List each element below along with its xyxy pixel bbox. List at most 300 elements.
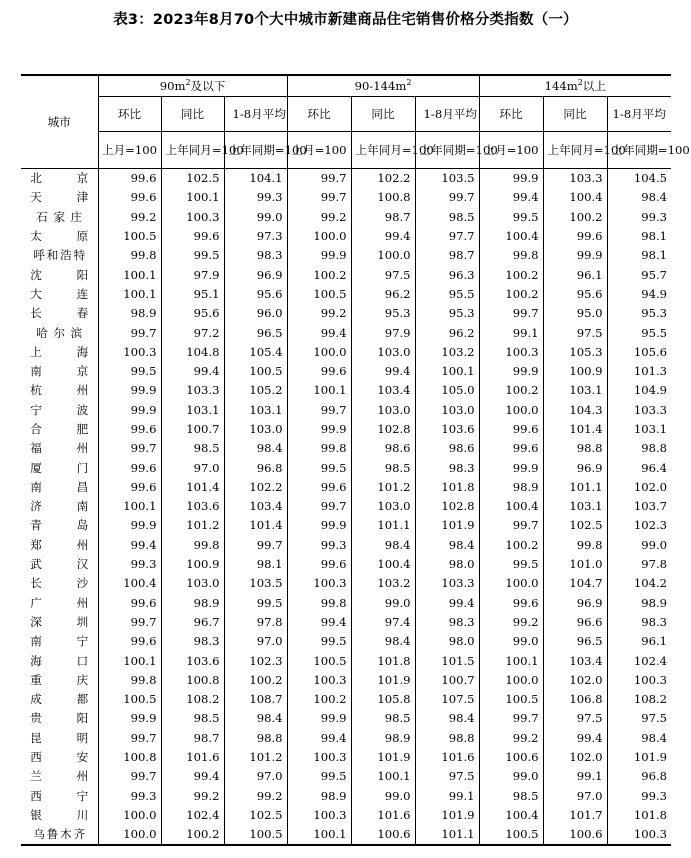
index-value-cell: 98.9	[98, 304, 161, 323]
index-value-cell: 102.4	[607, 651, 671, 670]
city-cell	[21, 497, 98, 516]
index-value-cell: 99.7	[224, 536, 287, 555]
index-value-cell: 98.9	[479, 478, 543, 497]
table-row	[21, 671, 671, 690]
index-value-cell: 99.7	[98, 767, 161, 786]
index-value-cell: 100.0	[351, 246, 415, 265]
index-value-cell: 99.4	[98, 536, 161, 555]
index-value-cell: 95.0	[543, 304, 607, 323]
table-row	[21, 748, 671, 767]
group-header-90-below: $90m^2$及以下	[98, 75, 287, 97]
index-value-cell: 95.6	[161, 304, 224, 323]
index-value-cell: 103.0	[224, 420, 287, 439]
city-name: 石家庄	[36, 209, 83, 224]
city-cell	[21, 169, 98, 189]
index-value-cell: 103.2	[351, 574, 415, 593]
index-value-cell: 96.3	[415, 265, 479, 284]
index-value-cell: 99.3	[607, 208, 671, 227]
index-value-cell: 98.1	[607, 227, 671, 246]
index-value-cell: 97.5	[543, 709, 607, 728]
sub-header-mom: 环比	[98, 97, 161, 132]
index-value-cell: 100.0	[287, 227, 351, 246]
index-value-cell: 101.9	[351, 671, 415, 690]
index-value-cell: 98.5	[161, 709, 224, 728]
table-row	[21, 188, 671, 207]
city-cell	[21, 806, 98, 825]
index-value-cell: 97.5	[415, 767, 479, 786]
table-row	[21, 574, 671, 593]
city-cell	[21, 420, 98, 439]
table-row	[21, 709, 671, 728]
index-value-cell: 97.0	[224, 767, 287, 786]
index-value-cell: 99.8	[543, 536, 607, 555]
table-row	[21, 169, 671, 189]
index-value-cell: 99.9	[479, 458, 543, 477]
index-value-cell: 103.1	[161, 401, 224, 420]
index-value-cell: 97.4	[351, 613, 415, 632]
index-value-cell: 100.8	[161, 671, 224, 690]
city-cell	[21, 632, 98, 651]
index-value-cell: 98.9	[607, 594, 671, 613]
index-value-cell: 96.2	[351, 285, 415, 304]
index-value-cell: 100.0	[98, 825, 161, 845]
index-value-cell: 96.6	[543, 613, 607, 632]
index-value-cell: 103.7	[607, 497, 671, 516]
index-value-cell: 98.5	[351, 458, 415, 477]
index-value-cell: 96.1	[543, 265, 607, 284]
index-value-cell: 99.9	[287, 420, 351, 439]
index-value-cell: 103.1	[543, 381, 607, 400]
index-value-cell: 100.8	[351, 188, 415, 207]
index-value-cell: 99.9	[98, 381, 161, 400]
table-row	[21, 265, 671, 284]
index-value-cell: 97.0	[224, 632, 287, 651]
index-value-cell: 96.8	[607, 767, 671, 786]
index-value-cell: 101.8	[415, 478, 479, 497]
table-row	[21, 285, 671, 304]
index-value-cell: 99.8	[98, 671, 161, 690]
index-value-cell: 99.4	[287, 323, 351, 342]
city-name: 南昌	[30, 479, 89, 494]
index-value-cell: 97.9	[161, 265, 224, 284]
index-value-cell: 96.0	[224, 304, 287, 323]
city-cell	[21, 304, 98, 323]
index-value-cell: 99.7	[98, 439, 161, 458]
city-cell	[21, 594, 98, 613]
index-value-cell: 100.6	[543, 825, 607, 845]
index-value-cell: 99.0	[351, 787, 415, 806]
index-value-cell: 100.1	[98, 497, 161, 516]
index-value-cell: 99.0	[479, 632, 543, 651]
base-header-prev-year-period: 上年同期=100	[607, 132, 671, 169]
table-row	[21, 420, 671, 439]
index-value-cell: 101.6	[351, 806, 415, 825]
index-value-cell: 99.4	[287, 613, 351, 632]
city-cell	[21, 767, 98, 786]
city-name: 成都	[30, 692, 89, 707]
index-value-cell: 98.4	[224, 439, 287, 458]
index-value-cell: 105.4	[224, 343, 287, 362]
index-value-cell: 104.1	[224, 169, 287, 189]
index-value-cell: 99.5	[287, 767, 351, 786]
sub-header-yoy: 同比	[351, 97, 415, 132]
index-value-cell: 102.3	[607, 516, 671, 535]
index-value-cell: 100.2	[543, 208, 607, 227]
index-value-cell: 99.7	[287, 401, 351, 420]
table-row	[21, 729, 671, 748]
index-value-cell: 99.5	[479, 208, 543, 227]
index-value-cell: 99.2	[287, 304, 351, 323]
index-value-cell: 99.2	[161, 787, 224, 806]
index-value-cell: 104.2	[607, 574, 671, 593]
index-value-cell: 96.2	[415, 323, 479, 342]
index-value-cell: 98.0	[415, 632, 479, 651]
index-value-cell: 96.5	[224, 323, 287, 342]
city-name: 武汉	[30, 557, 89, 572]
index-value-cell: 98.4	[607, 729, 671, 748]
index-value-cell: 99.3	[98, 555, 161, 574]
city-name: 青岛	[30, 518, 89, 533]
index-value-cell: 101.6	[415, 748, 479, 767]
table-body	[21, 169, 671, 846]
index-value-cell: 99.4	[543, 729, 607, 748]
index-value-cell: 99.7	[287, 169, 351, 189]
index-value-cell: 98.8	[607, 439, 671, 458]
index-value-cell: 97.5	[543, 323, 607, 342]
index-value-cell: 101.5	[415, 651, 479, 670]
index-value-cell: 99.2	[479, 729, 543, 748]
index-value-cell: 97.5	[607, 709, 671, 728]
city-name: 乌鲁木齐	[33, 827, 86, 842]
city-name: 长春	[30, 306, 89, 321]
index-value-cell: 101.4	[543, 420, 607, 439]
index-value-cell: 99.5	[161, 246, 224, 265]
index-value-cell: 100.3	[98, 343, 161, 362]
index-value-cell: 98.5	[351, 709, 415, 728]
city-name: 长沙	[30, 576, 89, 591]
index-value-cell: 99.4	[479, 188, 543, 207]
index-value-cell: 108.2	[607, 690, 671, 709]
index-value-cell: 100.1	[98, 285, 161, 304]
index-value-cell: 98.4	[351, 536, 415, 555]
city-name: 上海	[30, 344, 89, 359]
index-value-cell: 94.9	[607, 285, 671, 304]
index-value-cell: 99.6	[287, 555, 351, 574]
index-value-cell: 100.2	[287, 265, 351, 284]
city-name: 厦门	[30, 460, 89, 475]
index-value-cell: 99.7	[479, 516, 543, 535]
index-value-cell: 100.8	[98, 748, 161, 767]
index-value-cell: 98.5	[479, 787, 543, 806]
city-cell	[21, 227, 98, 246]
sub-header-avg: 1-8月平均	[415, 97, 479, 132]
table-row	[21, 690, 671, 709]
index-value-cell: 102.3	[224, 651, 287, 670]
index-value-cell: 95.7	[607, 265, 671, 284]
index-value-cell: 96.8	[224, 458, 287, 477]
index-value-cell: 99.3	[224, 188, 287, 207]
city-name: 福州	[30, 441, 89, 456]
index-value-cell: 97.0	[161, 458, 224, 477]
city-name: 天津	[30, 190, 89, 205]
city-name: 济南	[30, 499, 89, 514]
group-header-90-144: $90-144m^2$	[287, 75, 479, 97]
index-value-cell: 103.0	[161, 574, 224, 593]
index-value-cell: 102.0	[543, 748, 607, 767]
index-value-cell: 99.5	[98, 362, 161, 381]
index-value-cell: 100.5	[479, 690, 543, 709]
index-value-cell: 103.1	[607, 420, 671, 439]
index-value-cell: 97.9	[351, 323, 415, 342]
table-row	[21, 246, 671, 265]
index-value-cell: 100.1	[161, 188, 224, 207]
index-value-cell: 99.7	[287, 497, 351, 516]
index-value-cell: 100.5	[224, 362, 287, 381]
index-value-cell: 104.9	[607, 381, 671, 400]
index-value-cell: 100.2	[479, 265, 543, 284]
index-value-cell: 97.8	[607, 555, 671, 574]
index-value-cell: 103.3	[543, 169, 607, 189]
index-value-cell: 100.2	[224, 671, 287, 690]
index-value-cell: 103.2	[415, 343, 479, 362]
table-row	[21, 767, 671, 786]
table-row	[21, 787, 671, 806]
index-value-cell: 100.3	[479, 343, 543, 362]
index-value-cell: 95.5	[607, 323, 671, 342]
index-value-cell: 99.5	[287, 632, 351, 651]
index-value-cell: 103.0	[351, 497, 415, 516]
index-value-cell: 99.4	[287, 729, 351, 748]
index-value-cell: 100.2	[161, 825, 224, 845]
city-name: 沈阳	[30, 267, 89, 282]
index-value-cell: 105.3	[543, 343, 607, 362]
index-value-cell: 99.5	[479, 555, 543, 574]
index-value-cell: 95.5	[415, 285, 479, 304]
index-value-cell: 100.1	[351, 767, 415, 786]
index-value-cell: 98.9	[161, 594, 224, 613]
city-cell	[21, 825, 98, 845]
index-value-cell: 103.0	[351, 401, 415, 420]
city-cell	[21, 401, 98, 420]
index-value-cell: 99.2	[479, 613, 543, 632]
index-value-cell: 99.6	[479, 594, 543, 613]
city-name: 太原	[30, 229, 89, 244]
index-value-cell: 100.1	[287, 381, 351, 400]
index-value-cell: 100.6	[351, 825, 415, 845]
table-row	[21, 478, 671, 497]
city-name: 合肥	[30, 422, 89, 436]
index-value-cell: 99.9	[287, 516, 351, 535]
index-value-cell: 108.2	[161, 690, 224, 709]
index-value-cell: 97.7	[415, 227, 479, 246]
index-value-cell: 100.7	[415, 671, 479, 690]
index-value-cell: 99.7	[415, 188, 479, 207]
table-row	[21, 613, 671, 632]
index-value-cell: 99.6	[98, 458, 161, 477]
index-value-cell: 100.6	[479, 748, 543, 767]
index-value-cell: 98.8	[543, 439, 607, 458]
city-name: 哈尔滨	[36, 325, 83, 340]
index-value-cell: 99.6	[98, 188, 161, 207]
index-value-cell: 99.0	[351, 594, 415, 613]
table-row	[21, 651, 671, 670]
index-value-cell: 99.6	[543, 227, 607, 246]
index-value-cell: 103.3	[415, 574, 479, 593]
index-value-cell: 99.0	[607, 536, 671, 555]
table-row	[21, 343, 671, 362]
index-value-cell: 101.3	[607, 362, 671, 381]
city-name: 西安	[30, 750, 89, 765]
index-value-cell: 102.8	[351, 420, 415, 439]
city-cell	[21, 208, 98, 227]
index-value-cell: 99.7	[98, 323, 161, 342]
index-value-cell: 100.1	[415, 362, 479, 381]
index-value-cell: 103.0	[415, 401, 479, 420]
base-header-prev-year-month: 上年同月=100	[543, 132, 607, 169]
index-value-cell: 100.0	[287, 343, 351, 362]
city-name: 重庆	[30, 672, 89, 687]
index-value-cell: 103.3	[161, 381, 224, 400]
city-name: 南京	[30, 364, 89, 379]
index-value-cell: 99.0	[224, 208, 287, 227]
city-cell	[21, 671, 98, 690]
index-value-cell: 98.8	[415, 729, 479, 748]
index-value-cell: 98.3	[161, 632, 224, 651]
index-value-cell: 98.8	[224, 729, 287, 748]
index-value-cell: 102.8	[415, 497, 479, 516]
table-row	[21, 439, 671, 458]
index-value-cell: 98.6	[351, 439, 415, 458]
index-value-cell: 99.6	[479, 420, 543, 439]
city-column-header: 城市	[21, 75, 98, 169]
index-value-cell: 100.0	[479, 671, 543, 690]
table-row	[21, 208, 671, 227]
city-name: 广州	[30, 595, 89, 610]
index-value-cell: 102.4	[161, 806, 224, 825]
city-name: 宁波	[30, 402, 89, 417]
city-cell	[21, 536, 98, 555]
index-value-cell: 98.9	[351, 729, 415, 748]
city-name: 大连	[30, 286, 89, 301]
table-title: 表3：2023年8月70个大中城市新建商品住宅销售价格分类指数（一）	[113, 12, 578, 28]
city-cell	[21, 613, 98, 632]
index-value-cell: 104.3	[543, 401, 607, 420]
city-cell	[21, 555, 98, 574]
index-value-cell: 101.2	[351, 478, 415, 497]
index-value-cell: 103.3	[607, 401, 671, 420]
index-value-cell: 99.9	[543, 246, 607, 265]
sub-header-mom: 环比	[287, 97, 351, 132]
index-value-cell: 99.6	[98, 478, 161, 497]
index-value-cell: 99.6	[479, 439, 543, 458]
index-value-cell: 100.2	[479, 285, 543, 304]
index-value-cell: 99.9	[287, 246, 351, 265]
index-value-cell: 100.4	[351, 555, 415, 574]
index-value-cell: 100.0	[479, 401, 543, 420]
index-value-cell: 103.6	[415, 420, 479, 439]
index-value-cell: 100.2	[287, 690, 351, 709]
index-value-cell: 100.1	[287, 825, 351, 845]
city-cell	[21, 188, 98, 207]
index-value-cell: 96.9	[543, 458, 607, 477]
index-value-cell: 100.9	[161, 555, 224, 574]
city-cell	[21, 323, 98, 342]
index-value-cell: 100.1	[98, 265, 161, 284]
index-value-cell: 99.9	[98, 709, 161, 728]
base-header-prev-year-month: 上年同月=100	[161, 132, 224, 169]
index-value-cell: 100.3	[287, 748, 351, 767]
index-value-cell: 99.4	[351, 227, 415, 246]
index-value-cell: 98.7	[161, 729, 224, 748]
index-value-cell: 99.6	[287, 478, 351, 497]
index-value-cell: 100.3	[607, 671, 671, 690]
index-value-cell: 99.7	[98, 613, 161, 632]
index-value-cell: 101.8	[607, 806, 671, 825]
index-value-cell: 97.5	[351, 265, 415, 284]
index-value-cell: 99.8	[287, 439, 351, 458]
city-name: 海口	[30, 653, 89, 668]
index-value-cell: 97.2	[161, 323, 224, 342]
index-value-cell: 103.6	[161, 497, 224, 516]
index-value-cell: 101.9	[415, 516, 479, 535]
index-value-cell: 104.7	[543, 574, 607, 593]
index-value-cell: 100.3	[607, 825, 671, 845]
base-header-prev-month: 上月=100	[287, 132, 351, 169]
index-value-cell: 100.4	[98, 574, 161, 593]
index-value-cell: 96.9	[543, 594, 607, 613]
index-value-cell: 95.3	[415, 304, 479, 323]
index-value-cell: 98.4	[415, 709, 479, 728]
index-value-cell: 98.0	[415, 555, 479, 574]
index-value-cell: 99.3	[607, 787, 671, 806]
city-name: 北京	[30, 171, 89, 186]
table-row	[21, 458, 671, 477]
index-value-cell: 99.6	[98, 594, 161, 613]
city-name: 南宁	[30, 634, 89, 649]
index-value-cell: 98.3	[607, 613, 671, 632]
index-value-cell: 99.4	[351, 362, 415, 381]
index-value-cell: 98.7	[351, 208, 415, 227]
city-name: 深圳	[30, 614, 89, 629]
index-value-cell: 99.1	[415, 787, 479, 806]
index-value-cell: 100.5	[479, 825, 543, 845]
index-value-cell: 102.0	[543, 671, 607, 690]
sub-header-mom: 环比	[479, 97, 543, 132]
index-value-cell: 99.7	[287, 188, 351, 207]
table-row	[21, 362, 671, 381]
index-value-cell: 95.3	[351, 304, 415, 323]
index-value-cell: 103.4	[224, 497, 287, 516]
city-cell	[21, 458, 98, 477]
index-value-cell: 99.6	[98, 420, 161, 439]
index-value-cell: 100.0	[98, 806, 161, 825]
index-value-cell: 101.8	[351, 651, 415, 670]
index-value-cell: 101.4	[224, 516, 287, 535]
group-header-144-above: $144m^2$以上	[479, 75, 671, 97]
index-value-cell: 99.8	[287, 594, 351, 613]
index-value-cell: 99.2	[224, 787, 287, 806]
index-value-cell: 108.7	[224, 690, 287, 709]
index-value-cell: 101.1	[351, 516, 415, 535]
city-cell	[21, 709, 98, 728]
index-value-cell: 98.6	[415, 439, 479, 458]
index-value-cell: 95.6	[224, 285, 287, 304]
index-value-cell: 99.7	[98, 729, 161, 748]
city-cell	[21, 265, 98, 284]
table-row	[21, 227, 671, 246]
index-value-cell: 100.9	[543, 362, 607, 381]
index-value-cell: 105.8	[351, 690, 415, 709]
